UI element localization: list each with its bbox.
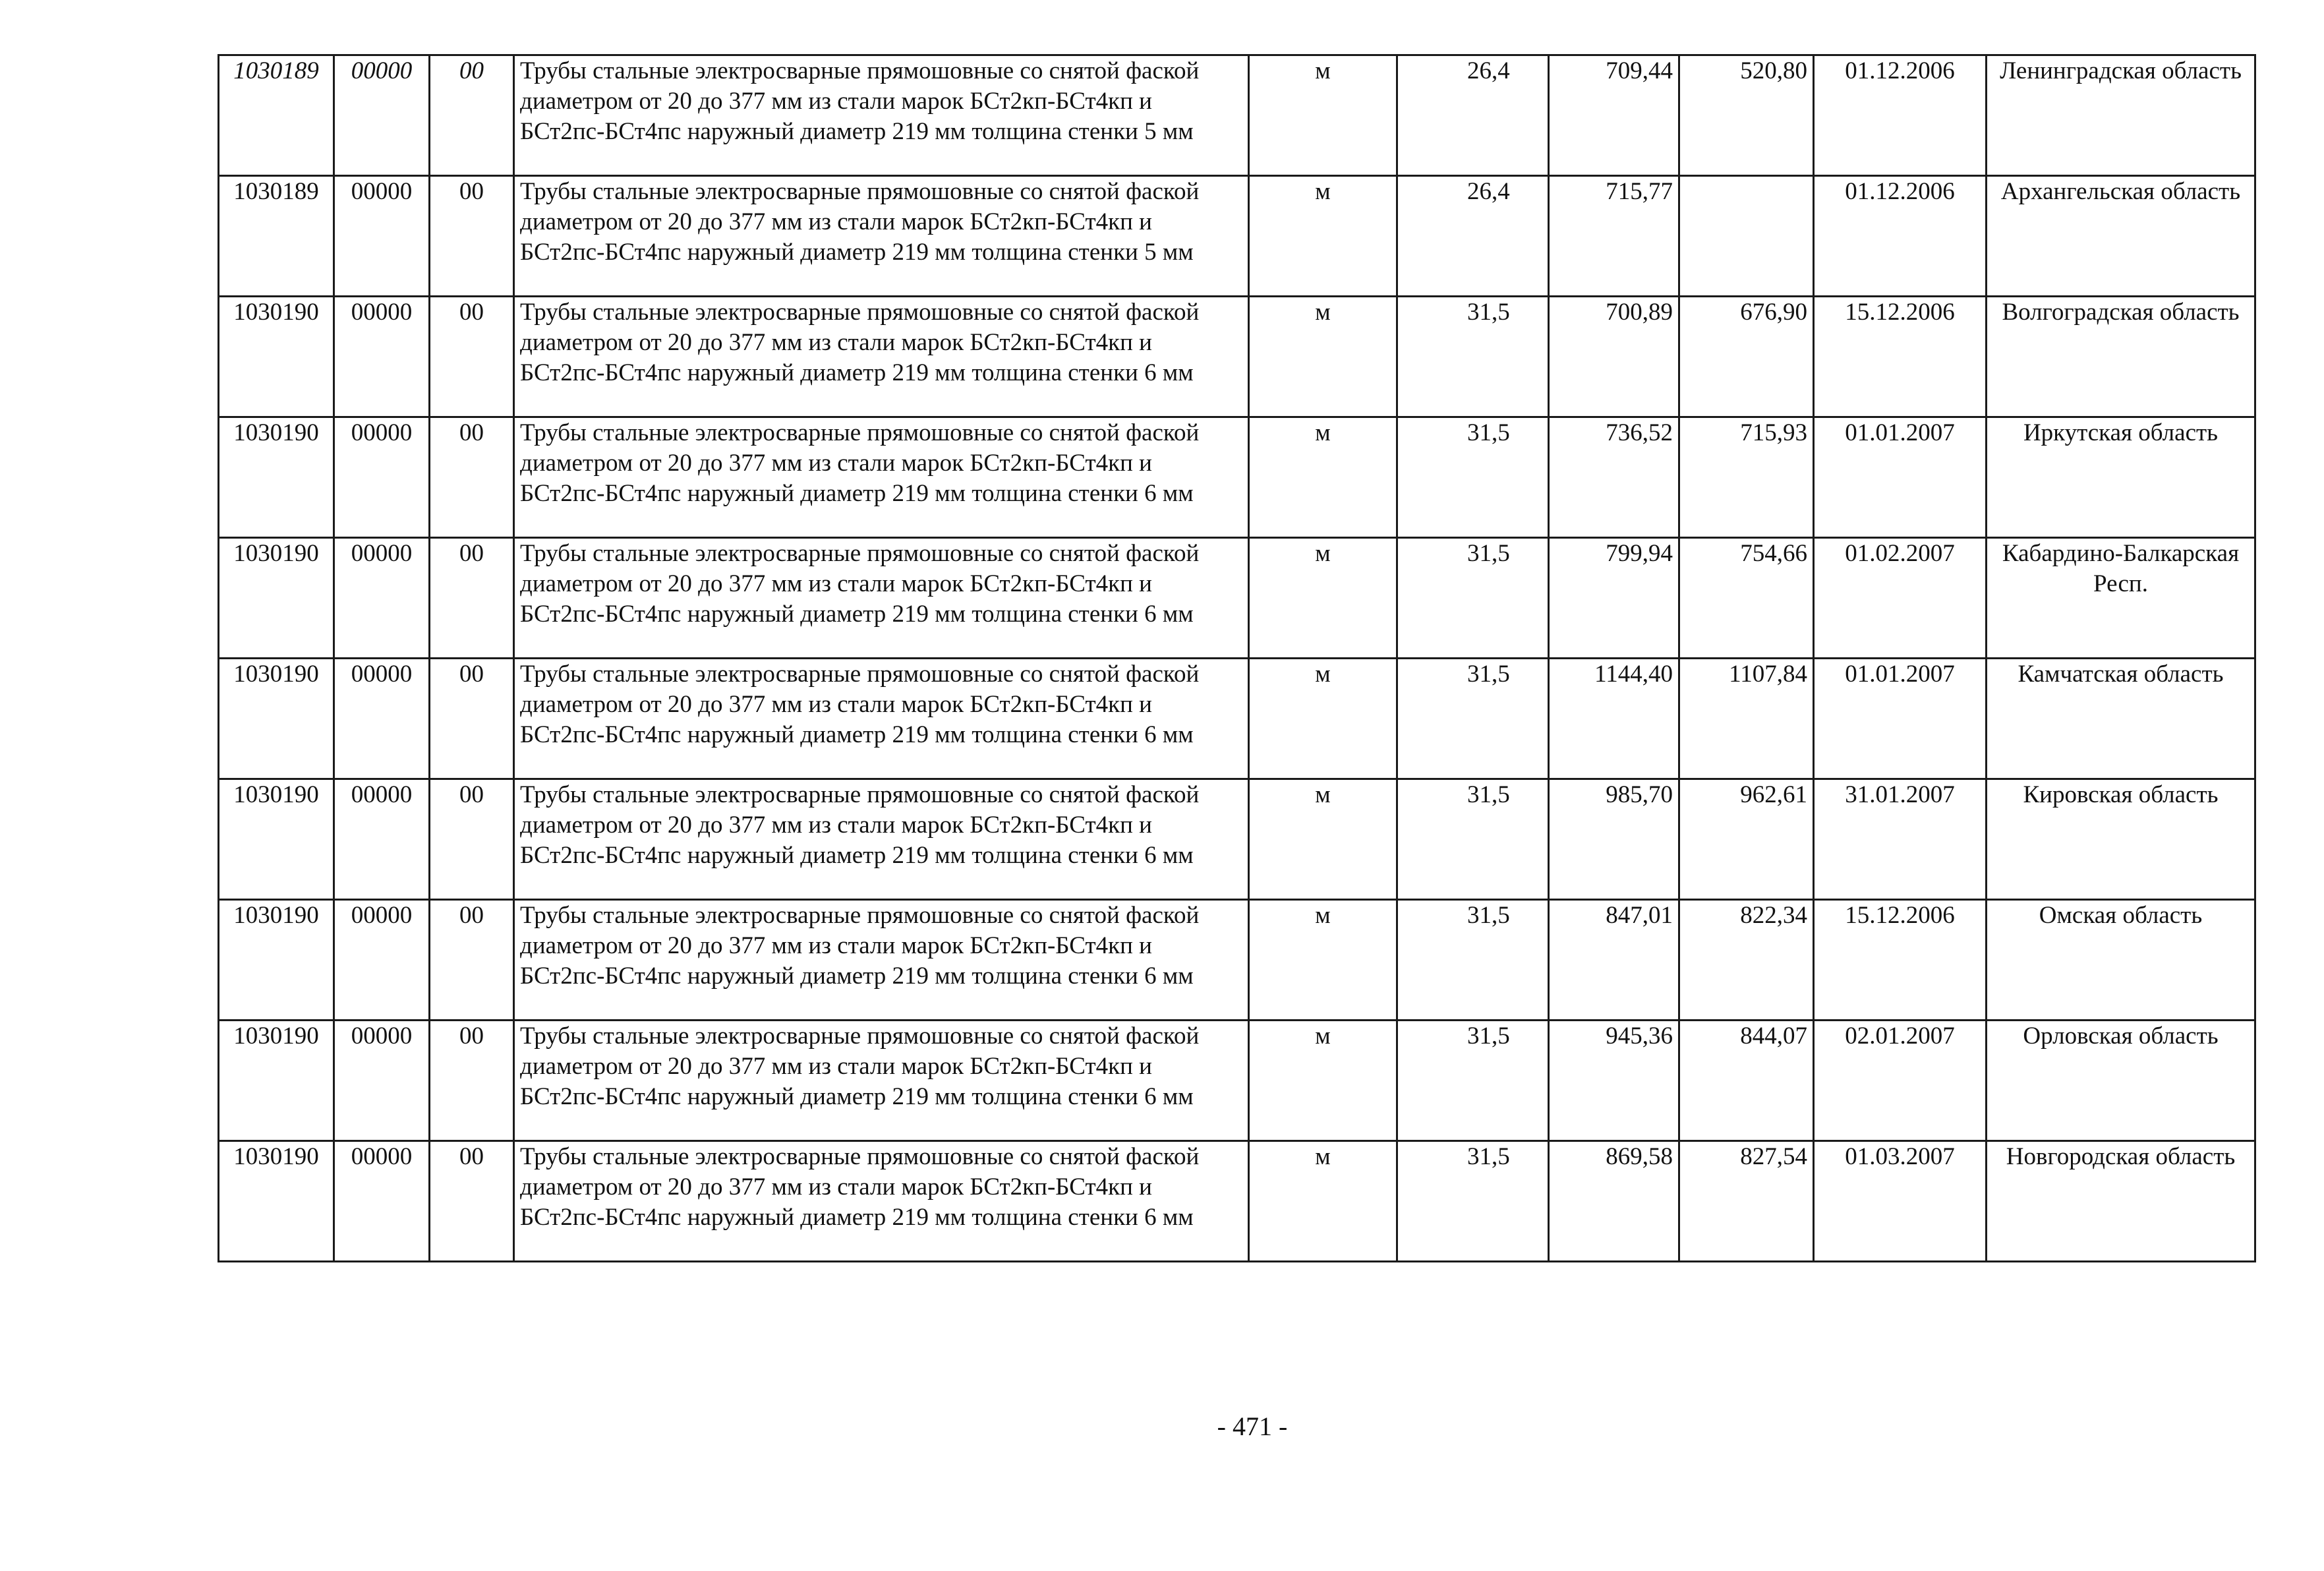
table-row xyxy=(219,176,2255,297)
cell-code: 1030190 xyxy=(219,659,334,779)
price-table xyxy=(218,54,2256,1262)
cell-price-1: 869,58 xyxy=(1549,1141,1679,1262)
cell-subcode: 00000 xyxy=(334,779,430,900)
cell-region: Новгородская область xyxy=(1987,1141,2255,1262)
cell-price-2: 1107,84 xyxy=(1679,659,1814,779)
cell-date: 01.03.2007 xyxy=(1814,1141,1987,1262)
cell-code: 1030190 xyxy=(219,1021,334,1141)
cell-price-2 xyxy=(1679,176,1814,297)
cell-weight: 31,5 xyxy=(1397,900,1549,1021)
cell-weight: 31,5 xyxy=(1397,1141,1549,1262)
table-row xyxy=(219,900,2255,1021)
cell-description: Трубы стальные электросварные прямошовные со снятой фаской диаметром от 20 до 377 мм из стали марок БСт2кп-БСт4кп и БСт2пс-БСт4пс наружный диаметр 219 мм толщина стенки 5 мм xyxy=(514,55,1249,176)
cell-weight: 26,4 xyxy=(1397,55,1549,176)
cell-ext: 00 xyxy=(430,55,514,176)
cell-price-1: 799,94 xyxy=(1549,538,1679,659)
cell-code: 1030190 xyxy=(219,779,334,900)
cell-price-2: 844,07 xyxy=(1679,1021,1814,1141)
cell-price-1: 847,01 xyxy=(1549,900,1679,1021)
cell-region: Омская область xyxy=(1987,900,2255,1021)
cell-weight: 26,4 xyxy=(1397,176,1549,297)
cell-unit: м xyxy=(1249,55,1397,176)
cell-code: 1030189 xyxy=(219,55,334,176)
cell-unit: м xyxy=(1249,538,1397,659)
cell-date: 15.12.2006 xyxy=(1814,900,1987,1021)
cell-subcode: 00000 xyxy=(334,1021,430,1141)
cell-description: Трубы стальные электросварные прямошовные со снятой фаской диаметром от 20 до 377 мм из стали марок БСт2кп-БСт4кп и БСт2пс-БСт4пс наружный диаметр 219 мм толщина стенки 6 мм xyxy=(514,1021,1249,1141)
cell-price-1: 709,44 xyxy=(1549,55,1679,176)
cell-price-1: 945,36 xyxy=(1549,1021,1679,1141)
table-row xyxy=(219,779,2255,900)
cell-weight: 31,5 xyxy=(1397,538,1549,659)
cell-price-2: 827,54 xyxy=(1679,1141,1814,1262)
cell-subcode: 00000 xyxy=(334,297,430,417)
cell-subcode: 00000 xyxy=(334,417,430,538)
cell-date: 01.01.2007 xyxy=(1814,417,1987,538)
cell-description: Трубы стальные электросварные прямошовные со снятой фаской диаметром от 20 до 377 мм из стали марок БСт2кп-БСт4кп и БСт2пс-БСт4пс наружный диаметр 219 мм толщина стенки 6 мм xyxy=(514,900,1249,1021)
cell-subcode: 00000 xyxy=(334,900,430,1021)
cell-code: 1030190 xyxy=(219,900,334,1021)
cell-code: 1030190 xyxy=(219,1141,334,1262)
cell-unit: м xyxy=(1249,659,1397,779)
cell-price-2: 520,80 xyxy=(1679,55,1814,176)
table-row xyxy=(219,297,2255,417)
cell-price-2: 715,93 xyxy=(1679,417,1814,538)
cell-unit: м xyxy=(1249,297,1397,417)
page-number: - 471 - xyxy=(1217,1411,1288,1441)
cell-date: 02.01.2007 xyxy=(1814,1021,1987,1141)
table-row xyxy=(219,1141,2255,1262)
cell-date: 01.12.2006 xyxy=(1814,55,1987,176)
cell-region: Волгоградская область xyxy=(1987,297,2255,417)
cell-date: 01.02.2007 xyxy=(1814,538,1987,659)
cell-description: Трубы стальные электросварные прямошовные со снятой фаской диаметром от 20 до 377 мм из стали марок БСт2кп-БСт4кп и БСт2пс-БСт4пс наружный диаметр 219 мм толщина стенки 5 мм xyxy=(514,176,1249,297)
cell-unit: м xyxy=(1249,779,1397,900)
cell-price-2: 962,61 xyxy=(1679,779,1814,900)
cell-region: Кабардино-Балкарская Респ. xyxy=(1987,538,2255,659)
cell-price-2: 822,34 xyxy=(1679,900,1814,1021)
cell-code: 1030189 xyxy=(219,176,334,297)
cell-ext: 00 xyxy=(430,779,514,900)
cell-subcode: 00000 xyxy=(334,538,430,659)
cell-weight: 31,5 xyxy=(1397,297,1549,417)
cell-ext: 00 xyxy=(430,176,514,297)
cell-ext: 00 xyxy=(430,1141,514,1262)
cell-region: Архангельская область xyxy=(1987,176,2255,297)
cell-ext: 00 xyxy=(430,417,514,538)
cell-price-1: 700,89 xyxy=(1549,297,1679,417)
cell-region: Ленинградская область xyxy=(1987,55,2255,176)
table-row xyxy=(219,1021,2255,1141)
cell-subcode: 00000 xyxy=(334,55,430,176)
cell-weight: 31,5 xyxy=(1397,1021,1549,1141)
cell-region: Камчатская область xyxy=(1987,659,2255,779)
cell-weight: 31,5 xyxy=(1397,417,1549,538)
table-row xyxy=(219,55,2255,176)
cell-description: Трубы стальные электросварные прямошовные со снятой фаской диаметром от 20 до 377 мм из стали марок БСт2кп-БСт4кп и БСт2пс-БСт4пс наружный диаметр 219 мм толщина стенки 6 мм xyxy=(514,538,1249,659)
cell-description: Трубы стальные электросварные прямошовные со снятой фаской диаметром от 20 до 377 мм из стали марок БСт2кп-БСт4кп и БСт2пс-БСт4пс наружный диаметр 219 мм толщина стенки 6 мм xyxy=(514,779,1249,900)
cell-unit: м xyxy=(1249,417,1397,538)
cell-code: 1030190 xyxy=(219,417,334,538)
cell-unit: м xyxy=(1249,1141,1397,1262)
cell-code: 1030190 xyxy=(219,538,334,659)
cell-ext: 00 xyxy=(430,1021,514,1141)
cell-date: 15.12.2006 xyxy=(1814,297,1987,417)
cell-ext: 00 xyxy=(430,900,514,1021)
cell-price-2: 676,90 xyxy=(1679,297,1814,417)
cell-price-1: 985,70 xyxy=(1549,779,1679,900)
cell-subcode: 00000 xyxy=(334,659,430,779)
cell-weight: 31,5 xyxy=(1397,659,1549,779)
cell-unit: м xyxy=(1249,900,1397,1021)
cell-code: 1030190 xyxy=(219,297,334,417)
cell-unit: м xyxy=(1249,1021,1397,1141)
cell-date: 01.12.2006 xyxy=(1814,176,1987,297)
cell-date: 01.01.2007 xyxy=(1814,659,1987,779)
cell-price-1: 1144,40 xyxy=(1549,659,1679,779)
cell-subcode: 00000 xyxy=(334,1141,430,1262)
cell-region: Кировская область xyxy=(1987,779,2255,900)
cell-ext: 00 xyxy=(430,538,514,659)
cell-description: Трубы стальные электросварные прямошовные со снятой фаской диаметром от 20 до 377 мм из стали марок БСт2кп-БСт4кп и БСт2пс-БСт4пс наружный диаметр 219 мм толщина стенки 6 мм xyxy=(514,417,1249,538)
cell-description: Трубы стальные электросварные прямошовные со снятой фаской диаметром от 20 до 377 мм из стали марок БСт2кп-БСт4кп и БСт2пс-БСт4пс наружный диаметр 219 мм толщина стенки 6 мм xyxy=(514,1141,1249,1262)
cell-description: Трубы стальные электросварные прямошовные со снятой фаской диаметром от 20 до 377 мм из стали марок БСт2кп-БСт4кп и БСт2пс-БСт4пс наружный диаметр 219 мм толщина стенки 6 мм xyxy=(514,297,1249,417)
cell-description: Трубы стальные электросварные прямошовные со снятой фаской диаметром от 20 до 377 мм из стали марок БСт2кп-БСт4кп и БСт2пс-БСт4пс наружный диаметр 219 мм толщина стенки 6 мм xyxy=(514,659,1249,779)
cell-price-2: 754,66 xyxy=(1679,538,1814,659)
table-row xyxy=(219,538,2255,659)
table-row xyxy=(219,417,2255,538)
cell-subcode: 00000 xyxy=(334,176,430,297)
table-row xyxy=(219,659,2255,779)
cell-region: Орловская область xyxy=(1987,1021,2255,1141)
cell-unit: м xyxy=(1249,176,1397,297)
cell-price-1: 715,77 xyxy=(1549,176,1679,297)
cell-region: Иркутская область xyxy=(1987,417,2255,538)
cell-weight: 31,5 xyxy=(1397,779,1549,900)
cell-ext: 00 xyxy=(430,297,514,417)
cell-date: 31.01.2007 xyxy=(1814,779,1987,900)
cell-price-1: 736,52 xyxy=(1549,417,1679,538)
cell-ext: 00 xyxy=(430,659,514,779)
